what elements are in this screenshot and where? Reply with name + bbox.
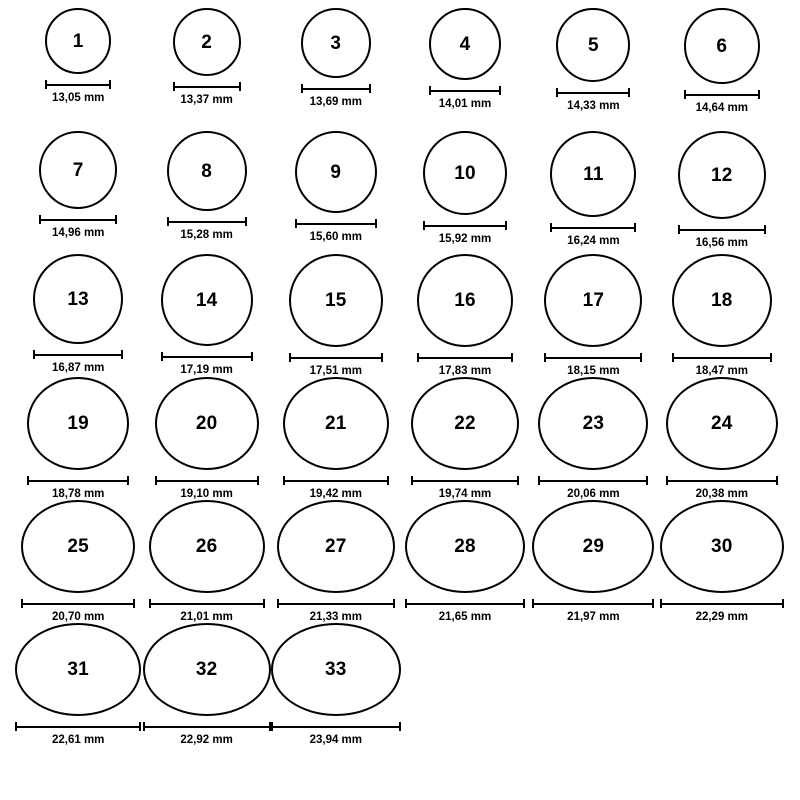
diameter-measure [666,476,778,500]
ring-circle [423,131,507,215]
diameter-measure [301,84,371,108]
diameter-label: 17,51 mm [309,365,363,377]
diameter-measure [289,353,383,377]
ring-size-cell[interactable] [271,8,401,131]
diameter-measure [27,476,129,500]
diameter-label: 14,96 mm [51,227,105,239]
ring-circle [429,8,501,80]
ring-size-number: 24 [711,413,733,434]
caliper-icon [289,353,383,362]
ring-size-cell[interactable] [14,377,142,500]
diameter-label: 15,28 mm [180,229,233,241]
caliper-icon [666,476,778,485]
ring-size-number: 32 [195,659,218,680]
diameter-measure [556,88,630,112]
ring-size-number: 30 [711,536,733,557]
diameter-label: 22,29 mm [695,611,748,623]
diameter-label: 23,94 mm [309,734,363,746]
ring-size-number: 21 [325,413,347,434]
caliper-icon [149,599,265,608]
diameter-label: 17,19 mm [180,364,233,376]
ring-circle [283,377,389,470]
ring-circle [672,254,772,347]
diameter-measure [423,221,507,245]
diameter-label: 18,78 mm [51,488,105,500]
ring-size-number: 3 [330,32,342,54]
ring-size-number: 19 [67,413,89,434]
ring-size-cell[interactable] [271,377,401,500]
ring-size-number: 14 [195,289,218,311]
ring-size-number: 7 [72,159,84,181]
ring-size-number: 31 [67,659,89,680]
caliper-icon [161,352,253,361]
ring-circle [27,377,129,470]
ring-circle [39,131,117,209]
ring-size-cell[interactable] [529,377,657,500]
ring-circle [405,500,525,593]
ring-circle [15,623,141,716]
diameter-measure [684,90,760,114]
diameter-label: 16,24 mm [567,235,620,247]
ring-size-cell[interactable] [401,131,529,254]
ring-size-cell[interactable] [658,131,786,254]
diameter-measure [295,219,377,243]
ring-size-cell[interactable] [14,623,142,746]
diameter-label: 15,92 mm [438,233,492,245]
ring-circle [678,131,766,219]
ring-size-cell[interactable] [142,377,270,500]
diameter-label: 16,87 mm [51,362,105,374]
ring-circle [173,8,241,76]
ring-circle [161,254,253,346]
caliper-icon [45,80,111,89]
ring-size-cell[interactable] [271,254,401,377]
ring-size-number: 23 [582,413,605,434]
ring-size-cell[interactable] [271,131,401,254]
ring-size-number: 12 [711,164,733,186]
diameter-measure [33,350,123,374]
ring-circle [660,500,784,593]
caliper-icon [538,476,648,485]
ring-circle [538,377,648,470]
diameter-label: 20,06 mm [567,488,620,500]
diameter-label: 19,74 mm [438,488,492,500]
ring-size-cell[interactable] [271,623,401,746]
diameter-label: 21,97 mm [567,611,620,623]
diameter-label: 21,65 mm [438,611,492,623]
ring-size-cell[interactable] [142,623,270,746]
ring-circle [21,500,135,593]
diameter-label: 21,01 mm [180,611,233,623]
ring-circle [532,500,654,593]
ring-size-number: 16 [454,290,476,311]
ring-size-cell[interactable] [658,377,786,500]
caliper-icon [33,350,123,359]
ring-size-number: 27 [325,536,347,557]
ring-size-number: 17 [582,290,605,311]
ring-size-number: 29 [582,536,605,557]
ring-size-number: 26 [195,536,218,557]
caliper-icon [544,353,642,362]
diameter-label: 22,92 mm [180,734,233,746]
ring-size-cell[interactable] [658,500,786,623]
ring-size-number: 9 [330,161,342,183]
diameter-measure [21,599,135,623]
ring-size-cell[interactable] [529,8,657,131]
ring-circle [301,8,371,78]
ring-size-cell[interactable] [401,254,529,377]
ring-size-cell[interactable] [14,8,142,131]
ring-circle [411,377,519,470]
ring-circle [277,500,395,593]
ring-size-cell[interactable] [142,8,270,131]
diameter-label: 21,33 mm [309,611,363,623]
diameter-label: 22,61 mm [51,734,105,746]
ring-circle [271,623,401,716]
caliper-icon [550,223,636,232]
diameter-measure [161,352,253,376]
ring-size-number: 11 [583,163,604,185]
ring-size-cell[interactable] [14,131,142,254]
caliper-icon [423,221,507,230]
diameter-measure [405,599,525,623]
caliper-icon [27,476,129,485]
caliper-icon [143,722,271,731]
diameter-measure [532,599,654,623]
ring-circle [149,500,265,593]
caliper-icon [39,215,117,224]
ring-circle [143,623,271,716]
diameter-label: 18,15 mm [567,365,620,377]
diameter-measure [45,80,111,104]
diameter-measure [411,476,519,500]
ring-size-cell[interactable] [529,131,657,254]
diameter-label: 13,37 mm [180,94,233,106]
diameter-label: 19,42 mm [309,488,363,500]
diameter-measure [544,353,642,377]
diameter-measure [283,476,389,500]
diameter-measure [429,86,501,110]
ring-circle [167,131,247,211]
caliper-icon [173,82,241,91]
diameter-measure [678,225,766,249]
diameter-measure [149,599,265,623]
ring-circle [289,254,383,347]
diameter-measure [672,353,772,377]
caliper-icon [678,225,766,234]
caliper-icon [283,476,389,485]
ring-size-cell[interactable] [658,254,786,377]
caliper-icon [277,599,395,608]
caliper-icon [532,599,654,608]
diameter-label: 20,38 mm [695,488,748,500]
diameter-label: 16,56 mm [695,237,748,249]
diameter-label: 14,64 mm [695,102,748,114]
caliper-icon [271,722,401,731]
caliper-icon [15,722,141,731]
caliper-icon [295,219,377,228]
diameter-label: 19,10 mm [180,488,233,500]
diameter-label: 13,05 mm [51,92,105,104]
ring-circle [556,8,630,82]
ring-size-number: 8 [201,160,212,182]
caliper-icon [155,476,259,485]
ring-circle [155,377,259,470]
caliper-icon [684,90,760,99]
ring-size-number: 2 [201,31,212,53]
diameter-label: 13,69 mm [309,96,363,108]
ring-size-number: 33 [325,659,347,680]
ring-size-cell[interactable] [271,500,401,623]
diameter-measure [173,82,241,106]
diameter-measure [39,215,117,239]
ring-size-number: 25 [67,536,89,557]
ring-size-cell[interactable] [401,500,529,623]
ring-size-cell[interactable] [529,254,657,377]
ring-size-cell[interactable] [658,8,786,131]
ring-size-number: 28 [454,536,476,557]
diameter-label: 20,70 mm [51,611,105,623]
ring-size-number: 15 [325,290,347,311]
ring-size-cell[interactable] [14,500,142,623]
caliper-icon [672,353,772,362]
ring-circle [45,8,111,74]
caliper-icon [660,599,784,608]
diameter-label: 18,47 mm [695,365,748,377]
ring-circle [295,131,377,213]
ring-circle [666,377,778,470]
ring-size-number: 20 [195,413,218,434]
diameter-label: 14,33 mm [567,100,620,112]
caliper-icon [417,353,513,362]
diameter-measure [271,722,401,746]
ring-size-cell[interactable] [14,254,142,377]
ring-size-number: 22 [454,413,476,434]
ring-size-cell[interactable] [142,131,270,254]
ring-circle [684,8,760,84]
ring-size-number: 13 [67,288,89,310]
diameter-measure [538,476,648,500]
caliper-icon [405,599,525,608]
ring-size-number: 1 [72,30,84,52]
ring-size-number: 5 [588,34,599,56]
diameter-measure [155,476,259,500]
ring-circle [550,131,636,217]
ring-size-cell[interactable] [142,254,270,377]
ring-circle [417,254,513,347]
ring-circle [33,254,123,344]
diameter-measure [417,353,513,377]
diameter-measure [277,599,395,623]
ring-size-number: 6 [716,35,728,57]
diameter-measure [167,217,247,241]
diameter-label: 17,83 mm [438,365,492,377]
caliper-icon [411,476,519,485]
caliper-icon [21,599,135,608]
diameter-label: 15,60 mm [309,231,363,243]
ring-size-cell[interactable] [401,8,529,131]
ring-circle [544,254,642,347]
ring-size-number: 18 [711,290,733,311]
diameter-label: 14,01 mm [438,98,492,110]
ring-size-cell[interactable] [529,500,657,623]
ring-size-cell[interactable] [401,377,529,500]
diameter-measure [660,599,784,623]
diameter-measure [143,722,271,746]
diameter-measure [15,722,141,746]
ring-size-number: 4 [459,33,471,55]
caliper-icon [167,217,247,226]
ring-size-cell[interactable] [142,500,270,623]
caliper-icon [556,88,630,97]
caliper-icon [301,84,371,93]
ring-size-number: 10 [454,162,476,184]
caliper-icon [429,86,501,95]
diameter-measure [550,223,636,247]
